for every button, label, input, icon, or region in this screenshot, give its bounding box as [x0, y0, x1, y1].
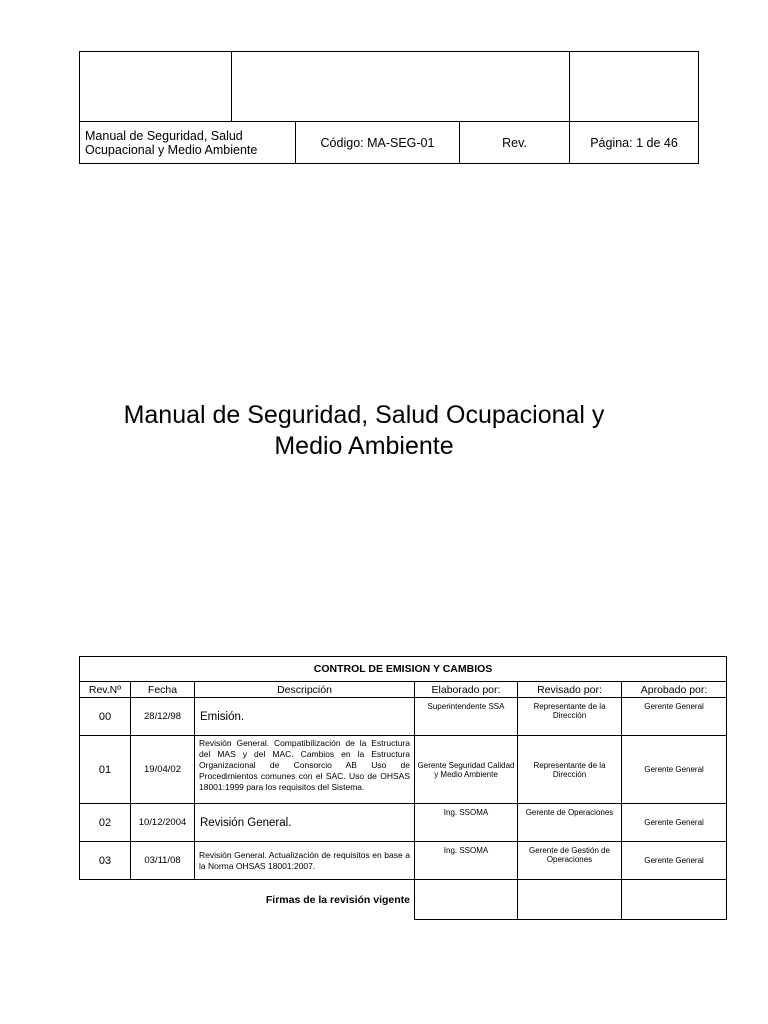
cell-rev: 03: [80, 842, 131, 880]
cell-rev: 00: [80, 698, 131, 736]
cell-approved-by: Gerente General: [622, 736, 727, 804]
cell-date: 19/04/02: [131, 736, 195, 804]
signature-box-reviewed: [518, 880, 622, 920]
cell-prepared-by: Ing. SSOMA: [415, 804, 518, 842]
table-header-row: [80, 682, 727, 698]
cell-prepared-by: Gerente Seguridad Calidad y Medio Ambiente: [415, 736, 518, 804]
cell-approved-by: Gerente General: [622, 804, 727, 842]
document-title-line-1: Manual de Seguridad, Salud Ocupacional y: [123, 401, 605, 429]
cell-description: Revisión General.: [195, 804, 415, 842]
cell-reviewed-by: Gerente de Gestión de Operaciones: [518, 842, 622, 880]
cell-prepared-by: Superintendente SSA: [415, 698, 518, 736]
header-revision: Rev.: [460, 122, 570, 163]
header-logo-area: [79, 51, 699, 121]
document-header: [79, 121, 699, 164]
signature-box-prepared: [415, 880, 518, 920]
cell-rev: 02: [80, 804, 131, 842]
header-divider: [569, 52, 570, 121]
signatures-label: Firmas de la revisión vigente: [265, 893, 410, 906]
revision-control-table: [79, 656, 727, 920]
signature-box-approved: [622, 880, 727, 920]
column-header-prepared-by: Elaborado por:: [415, 682, 518, 698]
header-divider: [231, 52, 232, 121]
table-title-row: [80, 657, 727, 682]
table-row: [80, 804, 727, 842]
column-header-rev: Rev.Nº: [80, 682, 131, 698]
column-header-description: Descripción: [195, 682, 415, 698]
cell-date: 03/11/08: [131, 842, 195, 880]
cell-description: Emisión.: [195, 698, 415, 736]
header-manual-name: Manual de Seguridad, Salud Ocupacional y Medio Ambiente: [80, 122, 296, 163]
cell-description: Revisión General. Actualización de requisitos en base a la Norma OHSAS 18001:2007.: [195, 842, 415, 880]
table-title: CONTROL DE EMISION Y CAMBIOS: [80, 657, 727, 682]
signature-row: [80, 880, 727, 920]
cell-prepared-by: Ing. SSOMA: [415, 842, 518, 880]
cell-approved-by: Gerente General: [622, 698, 727, 736]
table-row: [80, 842, 727, 880]
document-title: [0, 400, 728, 462]
table-row: [80, 698, 727, 736]
column-header-approved-by: Aprobado por:: [622, 682, 727, 698]
cell-rev: 01: [80, 736, 131, 804]
column-header-reviewed-by: Revisado por:: [518, 682, 622, 698]
header-page-number: Página: 1 de 46: [590, 135, 678, 150]
cell-description: Revisión General. Compatibilización de la Estructura del MAS y del MAC. Cambios en la Estructura Organizacional de Consorcio AB Uso de Procedimientos comunes con el SAC. Uso de OHSAS 18001:1999 para los requisitos del Sistema.: [195, 736, 415, 804]
cell-reviewed-by: Representante de la Dirección: [518, 736, 622, 804]
cell-reviewed-by: Representante de la Dirección: [518, 698, 622, 736]
cell-date: 10/12/2004: [131, 804, 195, 842]
document-title-line-2: Medio Ambiente: [274, 432, 454, 460]
table-row: [80, 736, 727, 804]
column-header-date: Fecha: [131, 682, 195, 698]
cell-approved-by: Gerente General: [622, 842, 727, 880]
cell-reviewed-by: Gerente de Operaciones: [518, 804, 622, 842]
cell-date: 28/12/98: [131, 698, 195, 736]
header-document-code: Código: MA-SEG-01: [296, 122, 460, 163]
